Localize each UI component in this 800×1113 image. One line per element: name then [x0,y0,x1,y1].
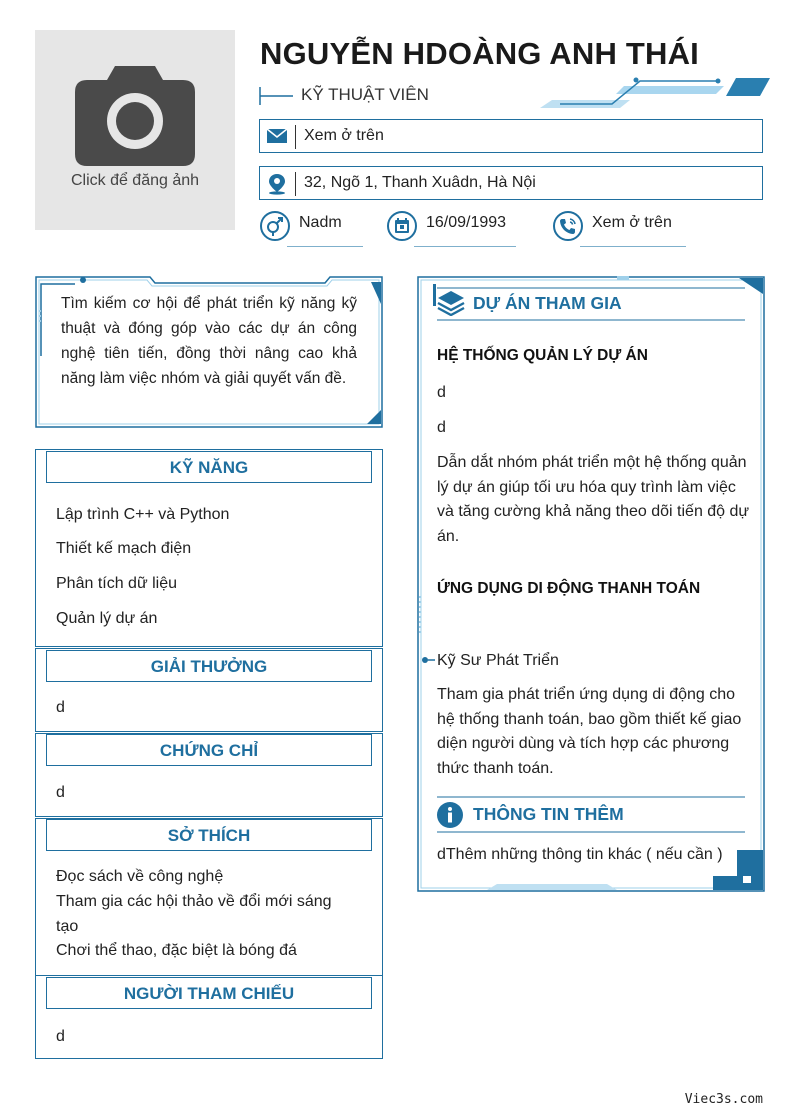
hobby-item: Tham gia các hội thảo về đổi mới sáng [56,893,332,910]
certificates-title: CHỨNG CHỈ [46,734,372,766]
hobbies-panel [35,818,383,976]
project-detail: d [437,419,446,436]
references-title: NGƯỜI THAM CHIẾU [46,977,372,1009]
header-circuit-decoration [540,74,770,112]
skills-title: KỸ NĂNG [46,451,372,483]
project-name: ỨNG DỤNG DI ĐỘNG THANH TOÁN [437,580,701,597]
awards-panel [35,648,383,732]
skill-item: Quản lý dự án [56,610,158,627]
awards-title: GIẢI THƯỞNG [46,650,372,682]
hobby-item: Đọc sách về công nghệ [56,868,224,885]
location-pin-icon [266,173,288,195]
hobby-item: tạo [56,918,79,935]
references-content: d [56,1028,65,1045]
phone-icon [552,210,584,242]
more-info-content: dThêm những thông tin khác ( nếu cần ) [437,846,723,863]
project-detail: d [437,384,446,401]
hobby-item: Chơi thể thao, đặc biệt là bóng đá [56,942,297,959]
awards-content: d [56,699,65,716]
hobbies-title: SỞ THÍCH [46,819,372,851]
gender-value: Nadm [299,214,342,231]
right-column-panel [417,276,765,892]
watermark: Viec3s.com [684,1092,763,1107]
avatar-upload[interactable] [35,30,235,230]
layers-icon [437,290,465,316]
project-description: Dẫn dắt nhóm phát triển một hệ thống quản lý dự án giúp tối ưu hóa quy trình làm việc và tăng cường khả năng theo dõi tiến độ dự án. [437,454,750,545]
certificates-panel [35,733,383,817]
birthday-underline [414,246,516,247]
projects-title: DỰ ÁN THAM GIA [473,293,622,313]
field-separator [295,125,296,149]
objective-text: Tìm kiếm cơ hội để phát triển kỹ năng kỹ thuật và đóng góp vào các dự án công nghệ tiên tiến, đồng thời nâng cao khả năng làm việc nhóm và giải quyết vấn đề. [61,295,357,387]
skills-panel [35,449,383,647]
job-title-line-decoration [259,86,295,106]
camera-icon [75,60,195,166]
skill-item: Lập trình C++ và Python [56,506,230,523]
candidate-name: NGUYỄN HDOÀNG ANH THÁI [260,36,699,71]
skill-item: Thiết kế mạch điện [56,540,192,557]
more-info-title: THÔNG TIN THÊM [473,804,624,824]
gender-underline [287,246,363,247]
birthday-value: 16/09/1993 [426,214,507,231]
project-role: Kỹ Sư Phát Triển [437,652,559,669]
envelope-icon [266,126,288,146]
job-title: KỸ THUẬT VIÊN [301,85,429,104]
project-name: HỆ THỐNG QUẢN LÝ DỰ ÁN [437,347,648,364]
skill-item: Phân tích dữ liệu [56,575,178,592]
certificates-content: d [56,784,65,801]
address-value: 32, Ngõ 1, Thanh Xuâdn, Hà Nội [304,174,536,191]
references-panel [35,975,383,1059]
gender-icon [259,210,291,242]
calendar-icon [386,210,418,242]
info-icon [437,802,463,828]
project-description: Tham gia phát triển ứng dụng di động cho hệ thống thanh toán, bao gồm thiết kế giao diện người dùng và tích hợp các phương thức thanh toán. [437,686,742,777]
email-value: Xem ở trên [304,127,384,144]
career-objective-panel [35,276,383,428]
email-field [259,119,763,153]
photo-upload-label: Click để đăng ảnh [70,172,200,189]
address-field [259,166,763,200]
field-separator [295,172,296,196]
phone-value: Xem ở trên [592,214,672,231]
phone-underline [580,246,686,247]
